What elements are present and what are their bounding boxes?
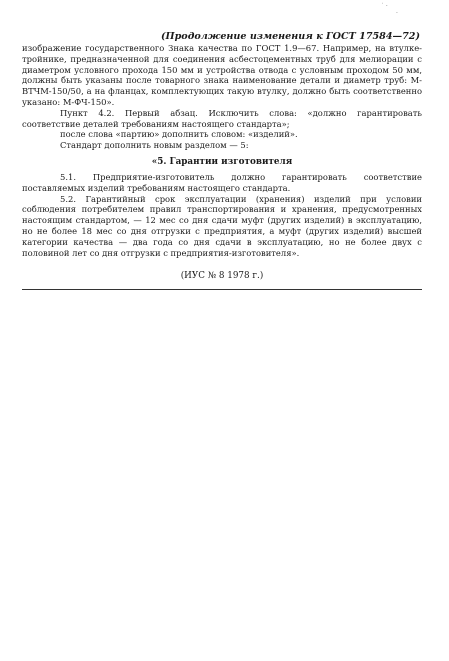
section-paragraph-5-2: 5.2. Гарантийный срок эксплуатации (хранения) изделий при условии соблюдения потребителем правил транспортирования и хранения, предусмотренных настоящим стандартом, — 12 мес со дня сдачи муфт (других изделий) в эксплуатацию, но не более 18 мес со дня отгрузки с предприятия, а муфт (других изделий) высшей категории качества — два года со дня сдачи в эксплуатацию, но не более двух с половиной лет со дня отгрузки с предприятия-изготовителя». [22,193,422,258]
section-heading: «5. Гарантии изготовителя [151,156,293,167]
document-page [22,30,422,282]
paragraph-new-section: Стандарт дополнить новым разделом — 5: [60,140,249,151]
scan-mark: ˙ · [381,3,388,10]
paragraph-item-4-2: Пункт 4.2. Первый абзац. Исключить слова: «должно гарантировать соответствие деталей требованиям настоящего стандарта»; [22,107,422,129]
bottom-rule [22,289,422,290]
paragraph-after-party: после слова «партию» дополнить словом: «изделий». [60,129,298,140]
section-paragraph-5-1: 5.1. Предприятие-изготовитель должно гарантировать соответствие поставляемых изделий требованиям настоящего стандарта. [22,171,422,193]
page-header: (Продолжение изменения к ГОСТ 17584—72) [161,31,420,42]
scan-mark: · [396,10,398,17]
ius-reference: (ИУС № 8 1978 г.) [180,271,264,282]
paragraph-continuation: изображение государственного Знака качества по ГОСТ 1.9—67. Например, на втулке-тройнике, предназначенной для соединения асбестоцементных труб для мелиорации с диаметром условного прохода 150 мм и устройства отвода с условным проходом 50 мм, должны быть указаны после товарного знака наименование детали и диаметр труб: М-ВТЧМ-150/50, а на фланцах, комплектующих такую втулку, должно быть соответственно указано: М-ФЧ-150». [22,43,422,107]
